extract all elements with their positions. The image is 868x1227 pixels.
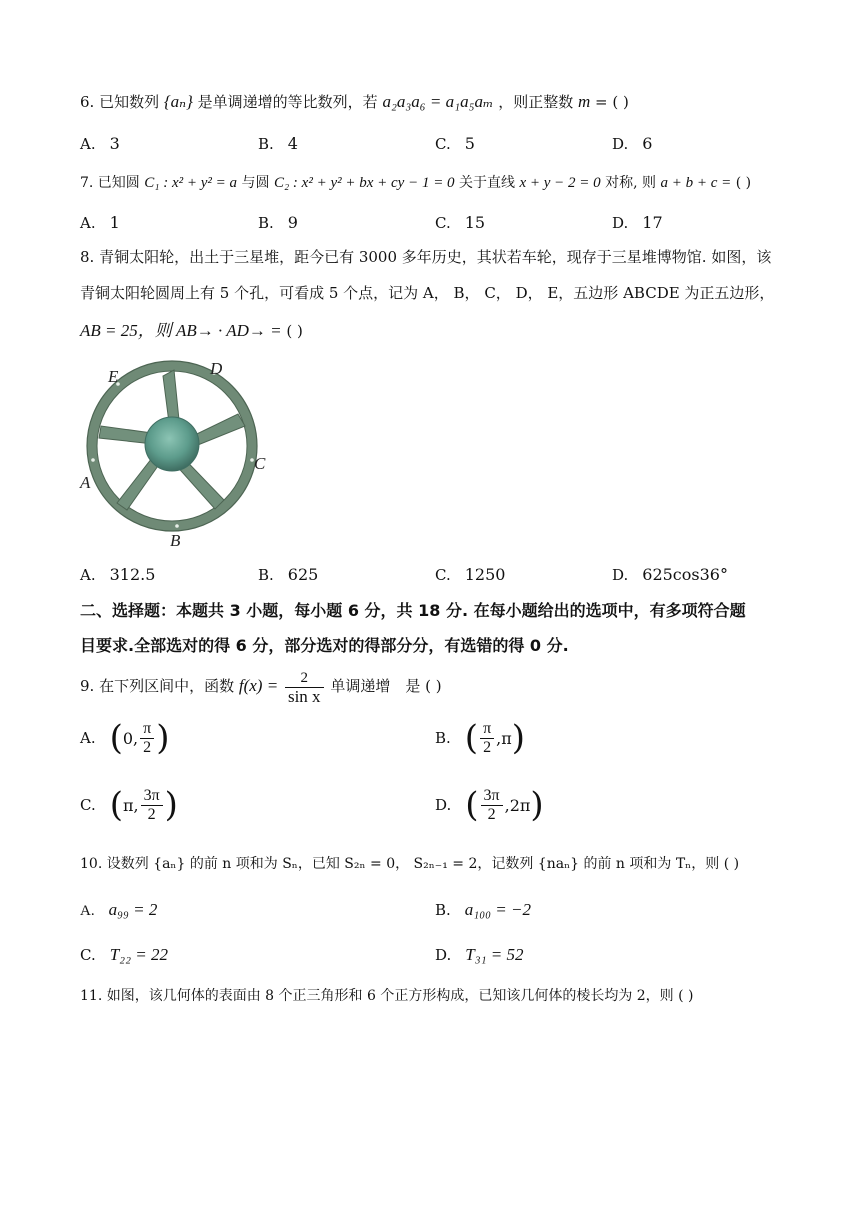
fraction-den: 2 xyxy=(483,738,492,756)
q7-stem xyxy=(80,172,751,194)
fraction-den: 2 xyxy=(147,805,156,823)
q8-line-1: 8. 青铜太阳轮，出土于三星堆，距今已有 3000 多年历史，其状若车轮，现存于三星堆博物馆. 如图，该 xyxy=(80,248,772,266)
q8-option-d xyxy=(612,565,728,584)
q9-numerator: 2 xyxy=(285,669,324,688)
q9-denominator: sin x xyxy=(287,686,321,706)
q7-circle1: C₁ : x² + y² = a xyxy=(144,175,238,191)
interval-fraction xyxy=(140,720,154,757)
interval-left: π, xyxy=(122,795,139,815)
option-label: B. xyxy=(435,728,451,747)
option-text: 9 xyxy=(287,213,298,232)
close-paren: ) xyxy=(164,785,178,825)
open-paren: ( xyxy=(465,785,479,825)
open-paren: ( xyxy=(464,718,479,758)
q7-expr: a + b + c = xyxy=(660,175,732,191)
option-text: a₁₀₀ = −2 xyxy=(464,900,531,919)
option-text: 5 xyxy=(464,134,475,153)
option-text: 312.5 xyxy=(109,565,156,584)
q7-sym: 对称, 则 xyxy=(605,175,657,191)
q11-stem: 11. 如图，该几何体的表面由 8 个正三角形和 6 个正方形构成，已知该几何体的棱长均为 2，则 ( ) xyxy=(80,988,694,1004)
interval-right: ,2π xyxy=(504,795,531,815)
point-label-d: D xyxy=(210,359,223,378)
option-text: 4 xyxy=(287,134,298,153)
q7-prefix: 7. 已知圆 xyxy=(80,175,140,191)
option-label: D. xyxy=(612,135,629,153)
close-paren: ) xyxy=(156,718,170,758)
option-label: A. xyxy=(80,903,95,919)
option-label: C. xyxy=(435,566,451,584)
q10-option-d xyxy=(435,945,524,965)
q6-option-d xyxy=(612,134,652,153)
option-text: 625cos36° xyxy=(642,565,728,584)
option-label: D. xyxy=(435,795,452,814)
option-label: C. xyxy=(80,795,96,814)
interval-fraction xyxy=(481,787,503,824)
open-paren: ( xyxy=(109,785,123,825)
q7-with: 与圆 xyxy=(241,175,270,191)
option-label: D. xyxy=(435,946,452,964)
q6-option-c xyxy=(435,134,475,153)
q9-fx: f(x) = xyxy=(238,676,279,695)
option-label: A. xyxy=(80,728,96,747)
q7-end: ( ) xyxy=(735,175,752,191)
option-label: C. xyxy=(435,214,451,232)
q7-about: 关于直线 xyxy=(459,175,516,191)
close-paren: ) xyxy=(511,718,526,758)
option-label: D. xyxy=(612,214,629,232)
q10-option-c xyxy=(80,945,168,965)
point-label-e: E xyxy=(108,367,119,386)
q10-option-b xyxy=(435,900,531,920)
interval-fraction xyxy=(141,787,163,824)
point-label-b: B xyxy=(170,531,181,550)
q6-var: m xyxy=(577,92,591,111)
interval-fraction xyxy=(480,720,494,757)
fraction-den: 2 xyxy=(487,805,496,823)
q8-option-a xyxy=(80,565,155,584)
q10-stem: 10. 设数列 {aₙ} 的前 n 项和为 Sₙ，已知 S₂ₙ = 0， S₂ₙ₋₁ = 2，记数列 {naₙ} 的前 n 项和为 Tₙ，则 ( ) xyxy=(80,856,740,872)
q6-eq: a₂a₃a₆ = a₁a₅aₘ xyxy=(382,92,494,111)
option-label: B. xyxy=(258,566,274,584)
q9-prefix: 9. 在下列区间中，函数 xyxy=(80,677,235,695)
option-label: B. xyxy=(258,135,274,153)
q8-end: ( ) xyxy=(286,322,303,340)
option-label: B. xyxy=(435,901,451,919)
q10-option-a xyxy=(80,900,157,920)
option-text: 6 xyxy=(642,134,653,153)
fraction-num: π xyxy=(140,720,154,739)
q6-seq: {aₙ} xyxy=(163,92,193,111)
option-text: 17 xyxy=(642,213,663,232)
q7-line: x + y − 2 = 0 xyxy=(519,175,601,191)
close-paren: ) xyxy=(530,785,544,825)
fraction-num: 3π xyxy=(141,787,163,806)
wheel-center-boss xyxy=(145,417,199,471)
q7-option-c xyxy=(435,213,485,232)
option-label: C. xyxy=(80,946,96,964)
interval-left: 0, xyxy=(122,728,139,748)
q7-option-d xyxy=(612,213,663,232)
option-label: B. xyxy=(258,214,274,232)
option-label: A. xyxy=(80,214,96,232)
section-heading-line-1: 二、选择题：本题共 3 小题，每小题 6 分，共 18 分. 在每小题给出的选项中，有多项符合题 xyxy=(80,601,746,620)
option-text: 1 xyxy=(109,213,120,232)
point-label-c: C xyxy=(254,454,266,473)
q8-option-c xyxy=(435,565,505,584)
q9-fraction xyxy=(285,669,324,706)
q8-equation: AB = 25，则 AB→ · AD→ = xyxy=(80,321,282,340)
option-text: 1250 xyxy=(464,565,506,584)
q6-option-a xyxy=(80,134,120,153)
fraction-num: 3π xyxy=(481,787,503,806)
fraction-den: 2 xyxy=(143,738,152,756)
q9-suffix: 单调递增 是 ( ) xyxy=(330,677,442,695)
point-label-a: A xyxy=(80,473,91,492)
option-label: A. xyxy=(80,566,96,584)
fraction-num: π xyxy=(480,720,494,739)
option-text: T₂₂ = 22 xyxy=(109,945,168,964)
q7-option-a xyxy=(80,213,120,232)
q7-circle2: C₂ : x² + y² + bx + cy − 1 = 0 xyxy=(273,175,455,191)
option-label: A. xyxy=(80,135,96,153)
q8-line-2: 青铜太阳轮圆周上有 5 个孔，可看成 5 个点，记为 A， B， C， D， E，五边形 ABCDE 为正五边形， xyxy=(80,284,775,302)
q9-option-b xyxy=(435,718,525,758)
q6-mid: 是单调递增的等比数列，若 xyxy=(197,93,378,111)
q6-option-b xyxy=(258,134,298,153)
option-label: C. xyxy=(435,135,451,153)
q8-option-b xyxy=(258,565,318,584)
option-text: 625 xyxy=(287,565,319,584)
q9-option-c xyxy=(80,785,178,825)
open-paren: ( xyxy=(109,718,123,758)
option-text: 15 xyxy=(464,213,486,232)
q6-stem xyxy=(80,91,629,113)
q7-option-b xyxy=(258,213,298,232)
option-text: T₃₁ = 52 xyxy=(465,945,524,964)
q6-prefix: 6. 已知数列 xyxy=(80,93,160,111)
section-heading-line-2: 目要求.全部选对的得 6 分，部分选对的得部分分，有选错的得 0 分. xyxy=(80,636,569,655)
interval-right: ,π xyxy=(496,728,512,748)
q9-option-a xyxy=(80,718,169,758)
option-label: D. xyxy=(612,566,629,584)
q9-stem xyxy=(80,664,442,708)
sun-wheel-figure xyxy=(74,356,274,552)
option-text: a₉₉ = 2 xyxy=(108,900,158,919)
q9-option-d xyxy=(435,785,544,825)
q6-end: = ( ) xyxy=(595,93,629,111)
q8-line-3 xyxy=(80,320,303,342)
option-text: 3 xyxy=(109,134,120,153)
q6-suffix: ，则正整数 xyxy=(498,93,574,111)
